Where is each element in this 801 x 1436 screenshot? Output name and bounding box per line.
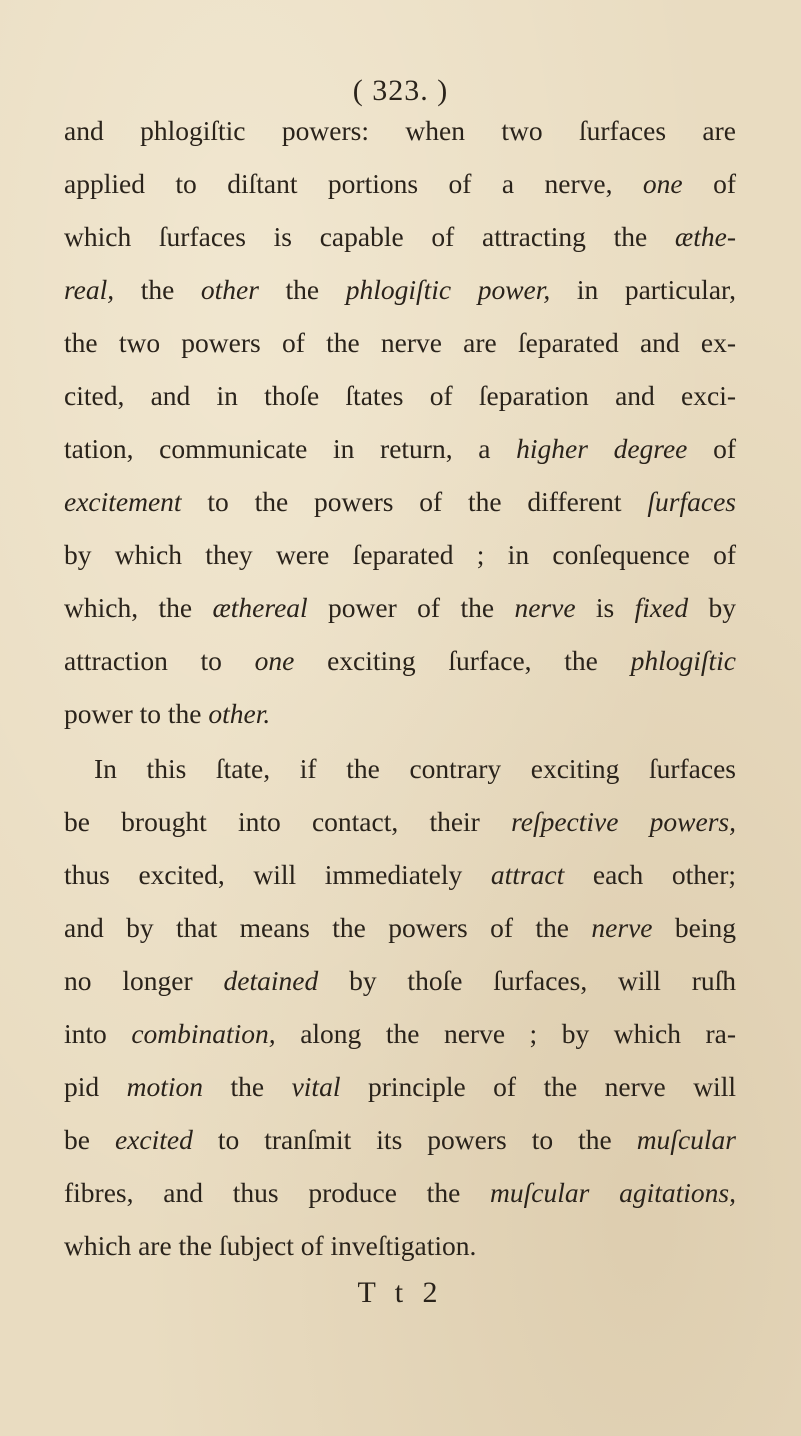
- text-line: [64, 157, 736, 210]
- text-run: power of the: [307, 592, 515, 623]
- text-run: to the powers of the different: [181, 486, 648, 517]
- italic-text: ſurfaces: [647, 486, 736, 517]
- text-run: to tranſmit its powers to the: [192, 1124, 637, 1155]
- italic-text: nerve: [591, 912, 653, 943]
- text-run: which ſurfaces is capable of attracting the: [64, 221, 675, 252]
- text-run: cited, and in thoſe ſtates of ſeparation and exci-: [64, 380, 736, 411]
- text-line: [64, 634, 736, 687]
- text-run: thus excited, will immediately: [64, 859, 491, 890]
- text-run: be: [64, 1124, 115, 1155]
- text-line: [64, 742, 736, 795]
- text-run: attraction to: [64, 645, 255, 676]
- text-run: along the nerve ; by which ra-: [275, 1018, 736, 1049]
- text-run: is: [575, 592, 635, 623]
- italic-text: muſcular: [636, 1124, 736, 1155]
- text-line: [64, 1007, 736, 1060]
- signature-mark: T t 2: [357, 1276, 444, 1309]
- text-run: be brought into contact, their: [64, 806, 512, 837]
- text-run: by: [688, 592, 736, 623]
- text-run: fibres, and thus produce the: [64, 1177, 491, 1208]
- text-run: applied to diſtant portions of a nerve,: [64, 168, 643, 199]
- text-line: [64, 210, 736, 263]
- text-line: [64, 316, 736, 369]
- text-line: [64, 369, 736, 422]
- text-run: each other;: [564, 859, 737, 890]
- text-run: tation, communicate in return, a: [64, 433, 517, 464]
- italic-text: higher degree: [516, 433, 688, 464]
- italic-text: motion: [126, 1071, 204, 1102]
- text-run: In this ſtate, if the contrary exciting ſurfaces: [94, 753, 736, 784]
- text-line: [64, 687, 736, 740]
- text-line: [64, 528, 736, 581]
- text-run: the two powers of the nerve are ſeparated and ex-: [64, 327, 736, 358]
- text-run: and phlogiſtic powers: when two ſurfaces are: [64, 115, 736, 146]
- text-run: pid: [64, 1071, 127, 1102]
- text-run: by thoſe ſurfaces, will ruſh: [318, 965, 736, 996]
- text-run: which, the: [64, 592, 213, 623]
- text-run: power to the: [64, 698, 209, 729]
- italic-text: vital: [291, 1071, 341, 1102]
- text-run: in particular,: [550, 274, 736, 305]
- text-run: the: [203, 1071, 292, 1102]
- text-run: no longer: [64, 965, 224, 996]
- text-run: into: [64, 1018, 132, 1049]
- text-run: principle of the nerve will: [340, 1071, 736, 1102]
- italic-text: æthereal: [212, 592, 308, 623]
- text-line: [64, 1060, 736, 1113]
- italic-text: other.: [208, 698, 271, 729]
- text-line: [64, 954, 736, 1007]
- italic-text: excited: [114, 1124, 193, 1155]
- italic-text: combination,: [131, 1018, 276, 1049]
- text-run: and by that means the powers of the: [64, 912, 592, 943]
- text-line: [64, 795, 736, 848]
- italic-text: attract: [490, 859, 565, 890]
- italic-text: excitement: [64, 486, 182, 517]
- text-run: of: [682, 168, 736, 199]
- text-run: the: [114, 274, 201, 305]
- text-line: [64, 581, 736, 634]
- italic-text: nerve: [514, 592, 576, 623]
- page-number: ( 323. ): [352, 74, 449, 107]
- italic-text: fixed: [634, 592, 689, 623]
- text-line: [64, 901, 736, 954]
- text-run: by which they were ſeparated ; in conſequence of: [64, 539, 736, 570]
- text-line: [64, 848, 736, 901]
- italic-text: muſcular agitations,: [490, 1177, 737, 1208]
- text-line: [64, 1113, 736, 1166]
- italic-text: other: [200, 274, 259, 305]
- text-line: [64, 104, 736, 157]
- italic-text: one: [642, 168, 683, 199]
- italic-text: phlogiſtic: [630, 645, 736, 676]
- text-run: exciting ſurface, the: [294, 645, 631, 676]
- italic-text: æthe-: [674, 221, 736, 252]
- text-line: [64, 1166, 736, 1219]
- italic-text: phlogiſtic power,: [345, 274, 551, 305]
- paragraph-1: [64, 104, 736, 740]
- text-run: which are the ſubject of inveſtigation.: [64, 1230, 477, 1261]
- text-run: being: [652, 912, 736, 943]
- italic-text: detained: [223, 965, 319, 996]
- text-run: the: [258, 274, 346, 305]
- text-run: of: [687, 433, 736, 464]
- text-line: [64, 422, 736, 475]
- italic-text: one: [254, 645, 295, 676]
- text-line: [64, 475, 736, 528]
- paragraph-2: [64, 742, 736, 1272]
- italic-text: reſpective powers,: [511, 806, 736, 837]
- italic-text: real,: [64, 274, 115, 305]
- text-line: [64, 263, 736, 316]
- text-line: [64, 1219, 736, 1272]
